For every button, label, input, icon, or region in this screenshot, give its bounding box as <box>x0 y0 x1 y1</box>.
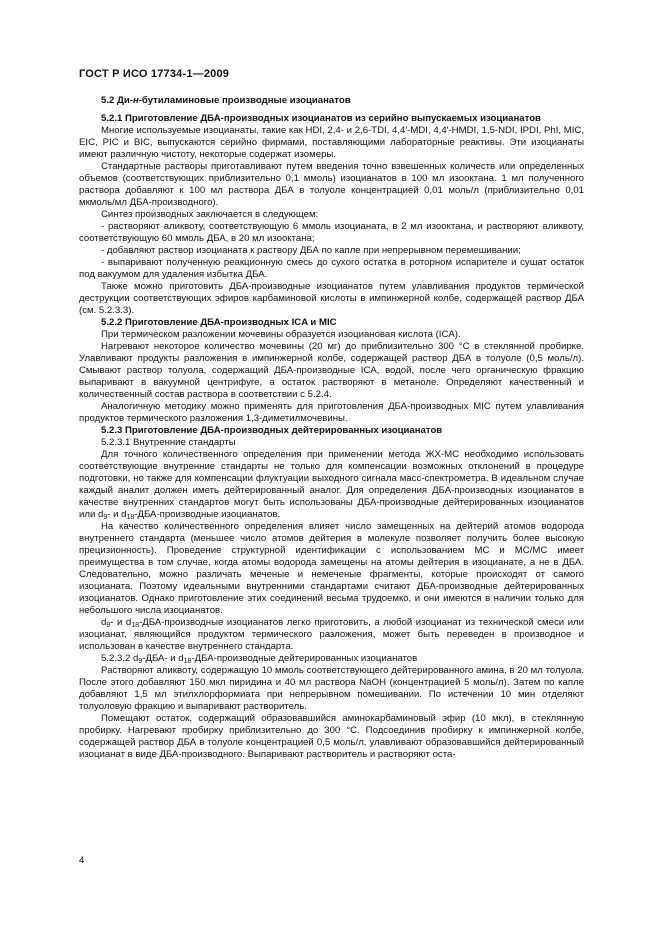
text-run: -ДБА-производные дейтерированных изоцианатов <box>191 653 418 664</box>
section-heading-italic: н <box>132 95 139 106</box>
text-run: -ДБА-производные изоцианатов легко приготовить, а любой изоцианат из технической смеси или изоцианат, являющийся продуктом термического разложения, может быть переведен в производное и использован в качестве внутреннего стандарта. <box>79 617 584 652</box>
subscript: 9 <box>103 514 108 521</box>
paragraph: Помещают остаток, содержащий образовавшийся аминокарбаминовый эфир (10 мкл), в стеклянную пробирку. Нагревают пробирку приблизительно до 300 °С. Подсоединив пробирку к импинжерной колбе, содержащей раствор ДБА в толуоле концентрацией 0,5 моль/л, улавливают образовавшийся дейтерированный изоцианат в виде ДБА-производного. Выпаривают растворитель и растворяют оста- <box>79 713 584 760</box>
text-run: -ДБА-производные изоцианатов. <box>134 509 281 520</box>
list-item: - выпаривают полученную реакционную смесь до сухого остатка в роторном испарителе и сушат остаток под вакуумом для удаления избытка ДБА. <box>79 257 584 280</box>
document-header: ГОСТ Р ИСО 17734-1—2009 <box>79 68 230 80</box>
paragraph: Синтез производных заключается в следующем: <box>101 209 319 220</box>
subscript: 18 <box>131 622 140 629</box>
subscript: 9 <box>106 622 111 629</box>
page-number: 4 <box>79 855 85 866</box>
text-run: -ДБА- и d <box>142 653 184 664</box>
list-item: - растворяют аликвоту, соответствующую 6 ммоль изоцианата, в 2 мл изооктана, и растворяют аликвоту, соответствующую 60 ммоль ДБА, в 20 мл изооктана; <box>79 221 584 244</box>
subsection-heading-5-2-1: 5.2.1 Приготовление ДБА-производных изоцианатов из серийно выпускаемых изоцианатов <box>101 113 541 124</box>
section-heading-suffix: -бутиламиновые производные изоцианатов <box>138 95 351 106</box>
text-run: d <box>101 617 107 628</box>
paragraph: Аналогичную методику можно применять для приготовления ДБА-производных MIC путем улавливания продуктов термического разложения 1,3-диметилмочевины. <box>79 401 584 424</box>
paragraph: Стандартные растворы приготавливают путем введения точно взвешенных количеств или определенных объемов (соответствующих приблизительно 0,1 ммоль) изоцианатов в 100 мл изооктана. 1 мл полученного раствора добавляют к 100 мл раствора ДБА в толуоле концентрацией 0,01 моль/л (приблизительно 0,01 мкмоль/мл ДБА-производного). <box>79 161 584 208</box>
text-run: - и d <box>110 617 132 628</box>
paragraph: При термическом разложении мочевины образуется изоциановая кислота (ICA). <box>101 329 461 340</box>
text-run: Для точного количественного определения при применении метода ЖХ-МС необходимо использовать соответствующие внутренние стандарты не только для компенсации возможных отклонений в процедуре подготовки, но также для компенсации флуктуации выходного сигнала масс-спектрометра. В идеальном случае каждый аналит должен иметь дейтерированный аналог. Для определения ДБА-производных изоцианатов в качестве внутренних стандартов могут быть использованы ДБА-производные дейтерированных изоцианатов или d <box>79 449 584 520</box>
subscript: 9 <box>138 658 143 665</box>
subscript: 18 <box>126 514 135 521</box>
subsubsection-heading-5-2-3-2 <box>79 653 584 665</box>
paragraph: Нагревают некоторое количество мочевины (20 мг) до приблизительно 300 °С в стеклянной пробирке. Улавливают продукты разложения в импинжерной колбе, содержащей раствор ДБА в толуоле (0,5 моль/л). Смывают раствор толуола, содержащий ДБА-производные ICA, водой, после чего органическую фракцию выпаривают в вакуумной центрифуге, а остаток растворяют в метаноле. Определяют качественный и количественный состав раствора в соответствии с 5.2.4. <box>79 341 584 400</box>
list-item: - добавляют раствор изоцианата к раствору ДБА по капле при непрерывном перемешивании; <box>101 245 521 256</box>
section-heading-5-2 <box>79 95 584 107</box>
text-run: 5.2.3.2 d <box>101 653 139 664</box>
page-body <box>79 95 584 761</box>
paragraph: Многие используемые изоцианаты, такие как HDI, 2,4- и 2,6-TDI, 4,4′-MDI, 4,4′-HMDI, 1,5-NDI, IPDI, PhI, MIC, EIC, PIC и BIC, выпускаются серийно фирмами, поставляющими лабораторные реактивы. Эти изоцианаты имеют различную чистоту, некоторые содержат изомеры. <box>79 125 584 160</box>
subsection-heading-5-2-2: 5.2.2 Приготовление ДБА-производных ICA и MIC <box>101 317 337 328</box>
section-heading-prefix: 5.2 Ди- <box>101 95 133 106</box>
paragraph <box>79 617 584 653</box>
paragraph: Растворяют аликвоту, содержащую 10 ммоль соответствующего дейтерированного амина, в 20 мл толуола. После этого добавляют 150 мкл пиридина и 40 мл раствора NaOH (концентрацией 5 моль/л). Затем по капле добавляют 1,5 мл этилхлорформиата при непрерывном помешивании. По истечении 10 мин отделяют толуоловую фракцию и выпаривают растворитель. <box>79 665 584 712</box>
subsection-heading-5-2-3: 5.2.3 Приготовление ДБА-производных дейтерированных изоцианатов <box>101 425 443 436</box>
paragraph <box>79 449 584 521</box>
paragraph: Также можно приготовить ДБА-производные изоцианатов путем улавливания продуктов термической деструкции соответствующих эфиров карбаминовой кислоты в импинжерной колбе, содержащей раствор ДБА (см. 5.2.3.3). <box>79 281 584 316</box>
subscript: 18 <box>183 658 192 665</box>
text-run: - и d <box>107 509 127 520</box>
paragraph: На качество количественного определения влияет число замещенных на дейтерий атомов водорода внутреннего стандарта (меньшее число атомов дейтерия в молекуле позволяет получить более высокую прецизионность). Проведение структурной идентификации с использованием МС и МС/МС имеет преимущества в том случае, когда атомы водорода замещены на атомы дейтерия в изоцианате, а не в ДБА. Следовательно, можно различать меченые и немеченые фрагменты, которые происходят от самого изоцианата. Поэтому идеальными внутренними стандартами считают ДБА-производные дейтерированных изоцианатов. Однако приготовление этих соединений весьма трудоемко, и они имеются в наличии только для небольшого числа изоцианатов. <box>79 521 584 616</box>
subsubsection-heading-5-2-3-1: 5.2.3.1 Внутренние стандарты <box>101 437 236 448</box>
